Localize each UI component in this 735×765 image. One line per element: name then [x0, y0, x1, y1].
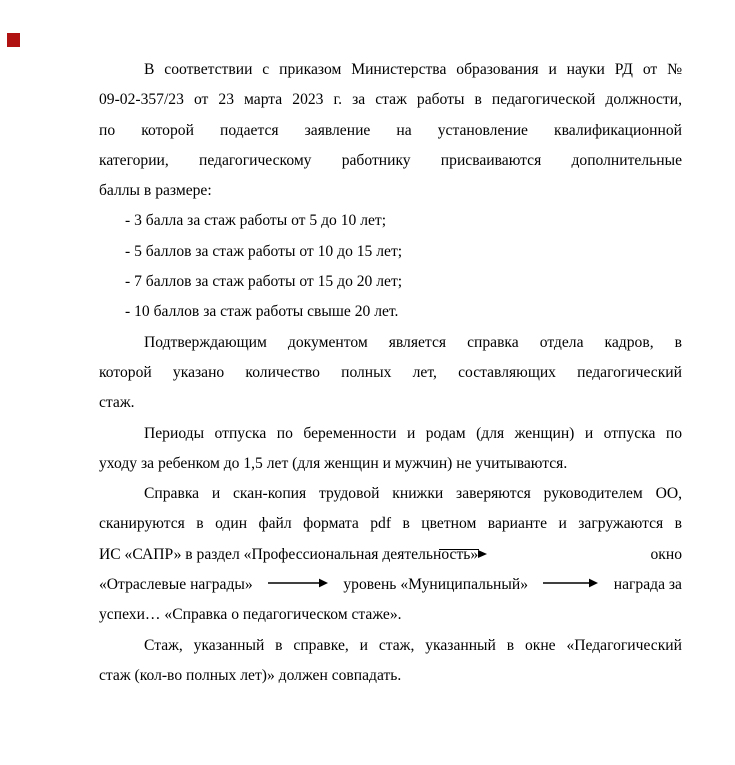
path-prefix: ИС «САПР» в раздел «Профессиональная деятельн — [99, 545, 442, 563]
text-line: категории, педагогическому работнику присваиваются дополнительные — [99, 151, 682, 169]
text-line: сканируются в один файл формата pdf в цветном варианте и загружаются в — [99, 515, 682, 533]
right-arrow-icon — [543, 578, 598, 588]
text-line: Справка и скан-копия трудовой книжки заверяются руководителем ОО, — [144, 485, 682, 503]
text-line: по которой подается заявление на установление квалификационной — [99, 121, 682, 139]
nav-step-awards: «Отраслевые награды» — [99, 576, 253, 594]
text-line: В соответствии с приказом Министерства образования и науки РД от № — [144, 61, 682, 78]
right-arrow-icon — [268, 578, 328, 588]
nav-step-award: награда за — [613, 576, 682, 594]
arrowhead-icon — [478, 550, 487, 558]
struck-text: ость» — [441, 540, 478, 570]
list-item: - 3 балла за стаж работы от 5 до 10 лет; — [125, 212, 387, 230]
list-item: - 5 баллов за стаж работы от 10 до 15 лет; — [125, 242, 403, 260]
text-line: которой указано количество полных лет, составляющих педагогический — [99, 363, 682, 381]
list-item: - 10 баллов за стаж работы свыше 20 лет. — [125, 303, 399, 321]
text-line: Стаж, указанный в справке, и стаж, указанный в окне «Педагогический — [144, 636, 682, 654]
text-line: Подтверждающим документом является справка отдела кадров, в — [144, 333, 682, 351]
path-right-word: окно — [650, 545, 682, 563]
text-line: Периоды отпуска по беременности и родам (для женщин) и отпуска по — [144, 424, 682, 442]
document-body — [99, 55, 682, 691]
text-line: 09-02-357/23 от 23 марта 2023 г. за стаж работы в педагогической должности, — [99, 91, 682, 109]
text-line: успехи… «Справка о педагогическом стаже». — [99, 606, 402, 624]
text-line: уходу за ребенком до 1,5 лет (для женщин и мужчин) не учитываются. — [99, 454, 568, 472]
red-square-marker — [7, 33, 20, 47]
nav-step-level: уровень «Муниципальный» — [343, 576, 529, 594]
text-line: стаж (кол-во полных лет)» должен совпадать. — [99, 666, 402, 684]
text-line: баллы в размере: — [99, 182, 212, 200]
nav-sequence-line — [99, 570, 682, 600]
sapr-path-line — [99, 540, 682, 570]
list-item: - 7 баллов за стаж работы от 15 до 20 лет; — [125, 273, 403, 291]
path-segment — [99, 540, 487, 570]
text-line: стаж. — [99, 394, 135, 412]
